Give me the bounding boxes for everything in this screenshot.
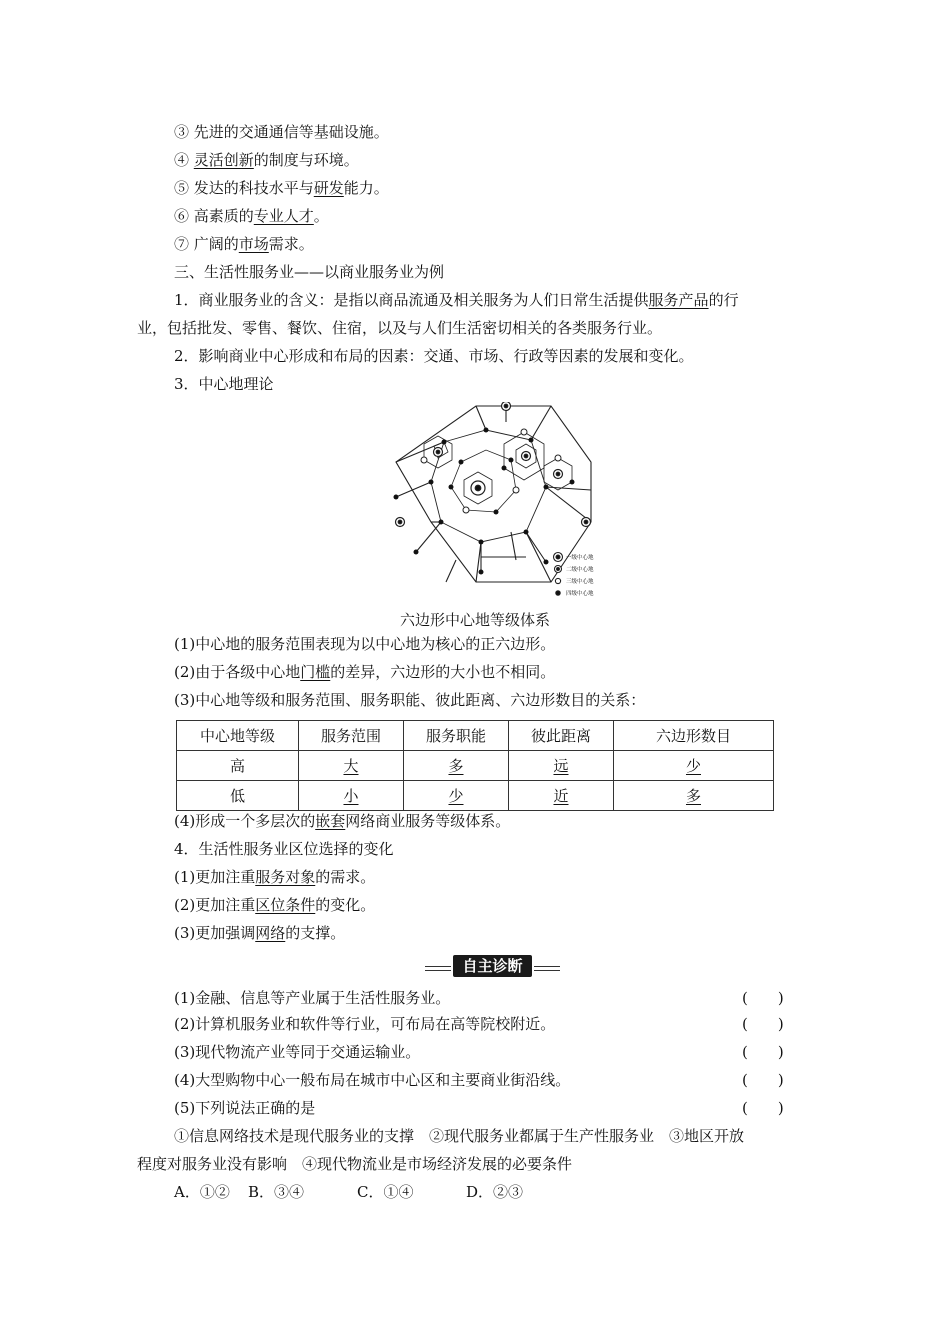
paragraph-3: 3．中心地理论: [174, 375, 274, 393]
section-4-item-1: (1)更加注重服务对象的需求。: [174, 868, 376, 886]
section-4-item-2: (2)更加注重区位条件的变化。: [174, 896, 376, 914]
table-header-row: 中心地等级 服务范围 服务职能 彼此距离 六边形数目: [177, 721, 774, 751]
answer-blank-1[interactable]: ( ): [742, 989, 784, 1007]
section-3-heading: 三、生活性服务业——以商业服务业为例: [174, 263, 445, 281]
section-4-heading: 4．生活性服务业区位选择的变化: [174, 840, 394, 858]
option-a[interactable]: A．①②: [174, 1183, 230, 1201]
question-3: (3)现代物流产业等同于交通运输业。: [174, 1043, 421, 1061]
question-5-statements-cont: 程度对服务业没有影响 ④现代物流业是市场经济发展的必要条件: [137, 1155, 573, 1173]
answer-blank-2[interactable]: ( ): [742, 1015, 784, 1033]
question-1: (1)金融、信息等产业属于生活性服务业。: [174, 989, 451, 1007]
section-4-item-3: (3)更加强调网络的支撑。: [174, 924, 346, 942]
legend-level-4: 四级中心地: [566, 591, 594, 597]
legend-level-3: 三级中心地: [566, 579, 594, 585]
question-4: (4)大型购物中心一般布局在城市中心区和主要商业街沿线。: [174, 1071, 571, 1089]
theory-2: (2)由于各级中心地门槛的差异，六边形的大小也不相同。: [174, 663, 556, 681]
condition-4: ④ 灵活创新的制度与环境。: [174, 151, 359, 169]
condition-7: ⑦ 广阔的市场需求。: [174, 235, 314, 253]
theory-3: (3)中心地等级和服务范围、服务职能、彼此距离、六边形数目的关系：: [174, 691, 646, 709]
figure-caption: 六边形中心地等级体系: [399, 611, 550, 629]
option-d[interactable]: D．②③: [466, 1183, 524, 1201]
legend-level-1: 一级中心地: [566, 555, 594, 561]
theory-1: (1)中心地的服务范围表现为以中心地为核心的正六边形。: [174, 635, 556, 653]
answer-blank-3[interactable]: ( ): [742, 1043, 784, 1061]
answer-blank-5[interactable]: ( ): [742, 1099, 784, 1117]
legend-level-2: 二级中心地: [566, 567, 594, 573]
self-diagnosis-badge: 自主诊断: [425, 955, 560, 979]
central-place-table: [176, 720, 774, 811]
paragraph-2: 2．影响商业中心形成和布局的因素：交通、市场、行政等因素的发展和变化。: [174, 347, 694, 365]
option-b[interactable]: B．③④: [248, 1183, 305, 1201]
condition-6: ⑥ 高素质的专业人才。: [174, 207, 329, 225]
table-row: 低 小 少 近 多: [177, 781, 774, 811]
option-c[interactable]: C．①④: [357, 1183, 414, 1201]
table-row: 高 大 多 远 少: [177, 751, 774, 781]
central-place-hexagon-diagram: [386, 402, 616, 602]
question-5-statements: ①信息网络技术是现代服务业的支撑 ②现代服务业都属于生产性服务业 ③地区开放: [174, 1127, 745, 1145]
question-5: (5)下列说法正确的是: [174, 1099, 316, 1117]
paragraph-1: 1．商业服务业的含义：是指以商品流通及相关服务为人们日常生活提供服务产品的行: [174, 291, 739, 309]
condition-3: ③ 先进的交通通信等基础设施。: [174, 123, 389, 141]
answer-blank-4[interactable]: ( ): [742, 1071, 784, 1089]
theory-4: (4)形成一个多层次的嵌套网络商业服务等级体系。: [174, 812, 511, 830]
question-2: (2)计算机服务业和软件等行业，可布局在高等院校附近。: [174, 1015, 556, 1033]
legend: [554, 553, 563, 596]
paragraph-1-cont: 业，包括批发、零售、餐饮、住宿，以及与人们生活密切相关的各类服务行业。: [137, 319, 663, 337]
condition-5: ⑤ 发达的科技水平与研发能力。: [174, 179, 389, 197]
